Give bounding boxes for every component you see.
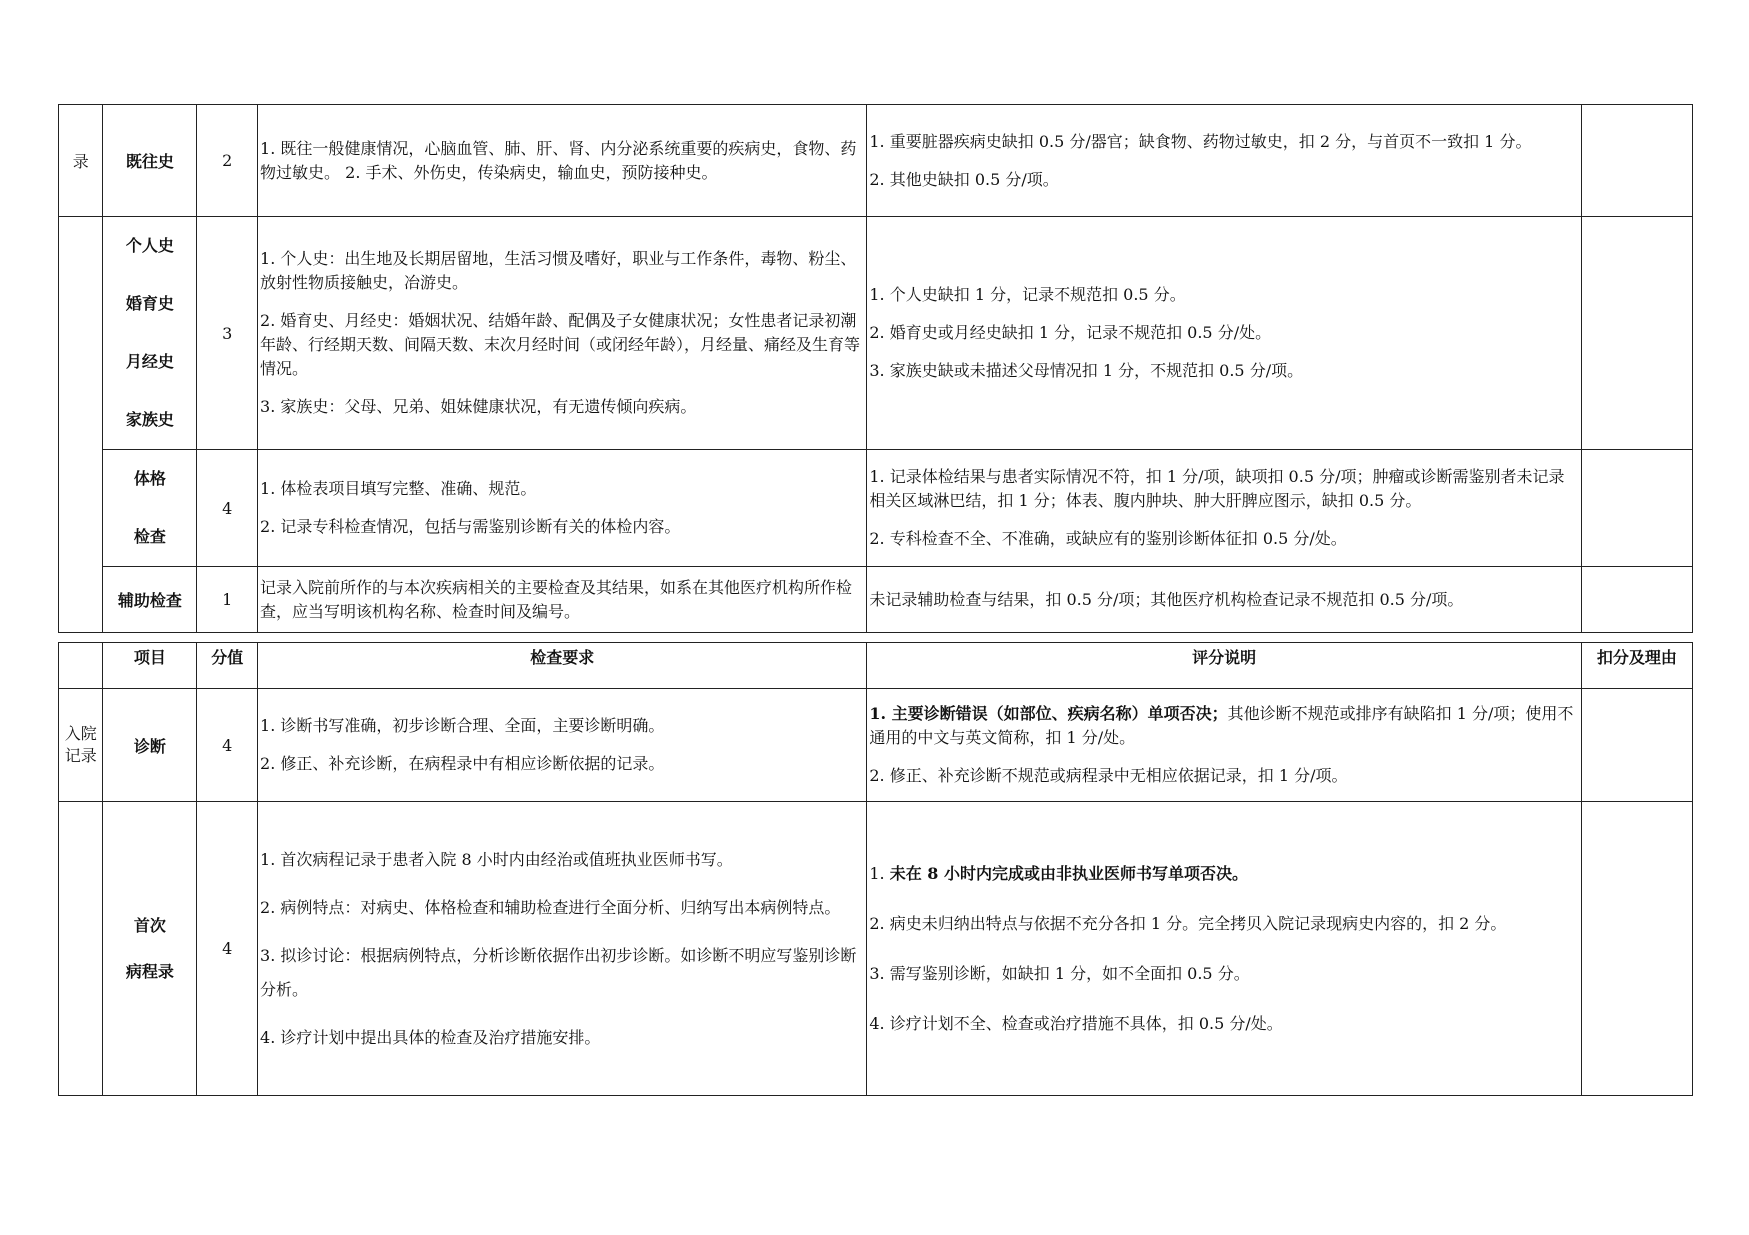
requirement-cell bbox=[258, 567, 867, 633]
table-row bbox=[59, 802, 1693, 1096]
requirement-text: 1. 个人史：出生地及长期居留地，生活习惯及嗜好，职业与工作条件，毒物、粉尘、放射性物质接触史，冶游史。 bbox=[260, 249, 857, 292]
requirement-cell bbox=[258, 689, 867, 802]
item-cell bbox=[103, 217, 197, 450]
requirement-text: 2. 婚育史、月经史：婚姻状况、结婚年龄、配偶及子女健康状况；女性患者记录初潮年龄、行经期天数、间隔天数、末次月经时间（或闭经年龄），月经量、痛经及生育等情况。 bbox=[260, 311, 861, 378]
header-rules: 评分说明 bbox=[867, 643, 1581, 689]
header-deduction: 扣分及理由 bbox=[1581, 643, 1692, 689]
requirement-text: 3. 拟诊讨论：根据病例特点，分析诊断依据作出初步诊断。如诊断不明应写鉴别诊断分析。 bbox=[260, 945, 857, 999]
header-score: 分值 bbox=[197, 643, 258, 689]
section-label: 入院记录 bbox=[64, 724, 97, 765]
requirement-text: 3. 家族史：父母、兄弟、姐妹健康状况，有无遗传倾向疾病。 bbox=[260, 397, 697, 416]
section-cell bbox=[59, 450, 103, 567]
item-label: 个人史 bbox=[125, 236, 174, 255]
requirement-text: 记录入院前所作的与本次疾病相关的主要检查及其结果，如系在其他医疗机构所作检查，应当写明该机构名称、检查时间及编号。 bbox=[260, 577, 853, 621]
section-cell bbox=[59, 105, 103, 217]
rules-cell bbox=[867, 217, 1581, 450]
rule-text: 未记录辅助检查与结果，扣 0.5 分/项；其他医疗机构检查记录不规范扣 0.5 分/项。 bbox=[869, 589, 1464, 609]
table-row bbox=[59, 450, 1693, 567]
requirement-text: 4. 诊疗计划中提出具体的检查及治疗措施安排。 bbox=[260, 1027, 601, 1047]
section-cell bbox=[59, 689, 103, 802]
rule-text: 2. 专科检查不全、不准确，或缺应有的鉴别诊断体征扣 0.5 分/处。 bbox=[869, 529, 1347, 548]
rule-text: 2. 婚育史或月经史缺扣 1 分，记录不规范扣 0.5 分/处。 bbox=[869, 323, 1272, 342]
section-cell bbox=[59, 217, 103, 450]
score-cell: 4 bbox=[197, 689, 258, 802]
item-cell bbox=[103, 450, 197, 567]
section-cell bbox=[59, 567, 103, 633]
scoring-table bbox=[58, 642, 1693, 1096]
item-label: 家族史 bbox=[125, 410, 174, 429]
requirement-cell bbox=[258, 450, 867, 567]
section-cell bbox=[59, 802, 103, 1096]
scoring-table-continued bbox=[58, 104, 1693, 633]
item-label: 检查 bbox=[133, 527, 166, 546]
requirement-text: 2. 修正、补充诊断，在病程录中有相应诊断依据的记录。 bbox=[260, 754, 665, 773]
deduction-cell[interactable] bbox=[1581, 689, 1692, 802]
requirement-text: 1. 诊断书写准确，初步诊断合理、全面，主要诊断明确。 bbox=[260, 716, 665, 735]
deduction-cell[interactable] bbox=[1581, 567, 1692, 633]
section-label: 录 bbox=[72, 152, 89, 171]
rule-bold: 未在 8 小时内完成或由非执业医师书写单项否决。 bbox=[889, 863, 1249, 883]
deduction-cell[interactable] bbox=[1581, 105, 1692, 217]
item-label: 月经史 bbox=[125, 352, 174, 371]
rule-text: 2. 病史未归纳出特点与依据不充分各扣 1 分。完全拷贝入院记录现病史内容的，扣 2 分。 bbox=[869, 913, 1507, 933]
rule-prefix: 1. bbox=[869, 863, 890, 883]
requirement-cell bbox=[258, 105, 867, 217]
requirement-text: 2. 病例特点：对病史、体格检查和辅助检查进行全面分析、归纳写出本病例特点。 bbox=[260, 897, 841, 917]
item-label: 病程录 bbox=[125, 961, 174, 981]
table-row bbox=[59, 567, 1693, 633]
rules-cell bbox=[867, 450, 1581, 567]
score-cell: 1 bbox=[197, 567, 258, 633]
header-cell bbox=[59, 643, 103, 689]
score-cell: 2 bbox=[197, 105, 258, 217]
item-label: 婚育史 bbox=[125, 294, 174, 313]
rule-text: 2. 修正、补充诊断不规范或病程录中无相应依据记录，扣 1 分/项。 bbox=[869, 766, 1348, 785]
rule-text: 3. 家族史缺或未描述父母情况扣 1 分，不规范扣 0.5 分/项。 bbox=[869, 361, 1304, 380]
rule-text: 1. 记录体检结果与患者实际情况不符，扣 1 分/项，缺项扣 0.5 分/项；肿瘤或诊断需鉴别者未记录相关区域淋巴结，扣 1 分；体表、腹内肿块、肿大肝脾应图示，缺扣 0.5 分。 bbox=[869, 467, 1565, 510]
item-label: 首次 bbox=[133, 915, 166, 935]
table-row bbox=[59, 105, 1693, 217]
table-header-row bbox=[59, 643, 1693, 689]
item-cell: 诊断 bbox=[103, 689, 197, 802]
requirement-cell bbox=[258, 802, 867, 1096]
score-cell: 3 bbox=[197, 217, 258, 450]
rule-text: 3. 需写鉴别诊断，如缺扣 1 分，如不全面扣 0.5 分。 bbox=[869, 963, 1250, 983]
deduction-cell[interactable] bbox=[1581, 217, 1692, 450]
item-cell: 辅助检查 bbox=[103, 567, 197, 633]
item-cell bbox=[103, 802, 197, 1096]
table-row bbox=[59, 689, 1693, 802]
rules-cell bbox=[867, 567, 1581, 633]
rules-cell bbox=[867, 105, 1581, 217]
rule-text bbox=[869, 862, 1578, 886]
requirement-text: 1. 体检表项目填写完整、准确、规范。 bbox=[260, 479, 537, 498]
rule-text: 1. 重要脏器疾病史缺扣 0.5 分/器官；缺食物、药物过敏史，扣 2 分，与首页不一致扣 1 分。 bbox=[869, 131, 1532, 151]
table-row bbox=[59, 217, 1693, 450]
rule-text: 2. 其他史缺扣 0.5 分/项。 bbox=[869, 169, 1059, 189]
deduction-cell[interactable] bbox=[1581, 450, 1692, 567]
rule-text: 1. 个人史缺扣 1 分，记录不规范扣 0.5 分。 bbox=[869, 285, 1186, 304]
rules-cell bbox=[867, 689, 1581, 802]
header-requirement: 检查要求 bbox=[258, 643, 867, 689]
requirement-cell bbox=[258, 217, 867, 450]
rules-cell bbox=[867, 802, 1581, 1096]
score-cell: 4 bbox=[197, 802, 258, 1096]
item-cell: 既往史 bbox=[103, 105, 197, 217]
header-item: 项目 bbox=[103, 643, 197, 689]
item-label: 体格 bbox=[133, 469, 166, 488]
rule-bold: 1. 主要诊断错误（如部位、疾病名称）单项否决； bbox=[869, 704, 1228, 723]
deduction-cell[interactable] bbox=[1581, 802, 1692, 1096]
requirement-text: 1. 既往一般健康情况，心脑血管、肺、肝、肾、内分泌系统重要的疾病史，食物、药物过敏史。 2. 手术、外伤史，传染病史，输血史，预防接种史。 bbox=[260, 138, 857, 182]
rule-text: 4. 诊疗计划不全、检查或治疗措施不具体，扣 0.5 分/处。 bbox=[869, 1013, 1283, 1033]
requirement-text: 1. 首次病程记录于患者入院 8 小时内由经治或值班执业医师书写。 bbox=[260, 849, 733, 869]
requirement-text: 2. 记录专科检查情况，包括与需鉴别诊断有关的体检内容。 bbox=[260, 517, 681, 536]
rule-rest: 其他诊断不规范或排序有缺陷扣 1 分/项；使用不通用的中文与英文简称，扣 1 分/处。 bbox=[869, 704, 1574, 747]
score-cell: 4 bbox=[197, 450, 258, 567]
rule-text bbox=[869, 702, 1578, 750]
